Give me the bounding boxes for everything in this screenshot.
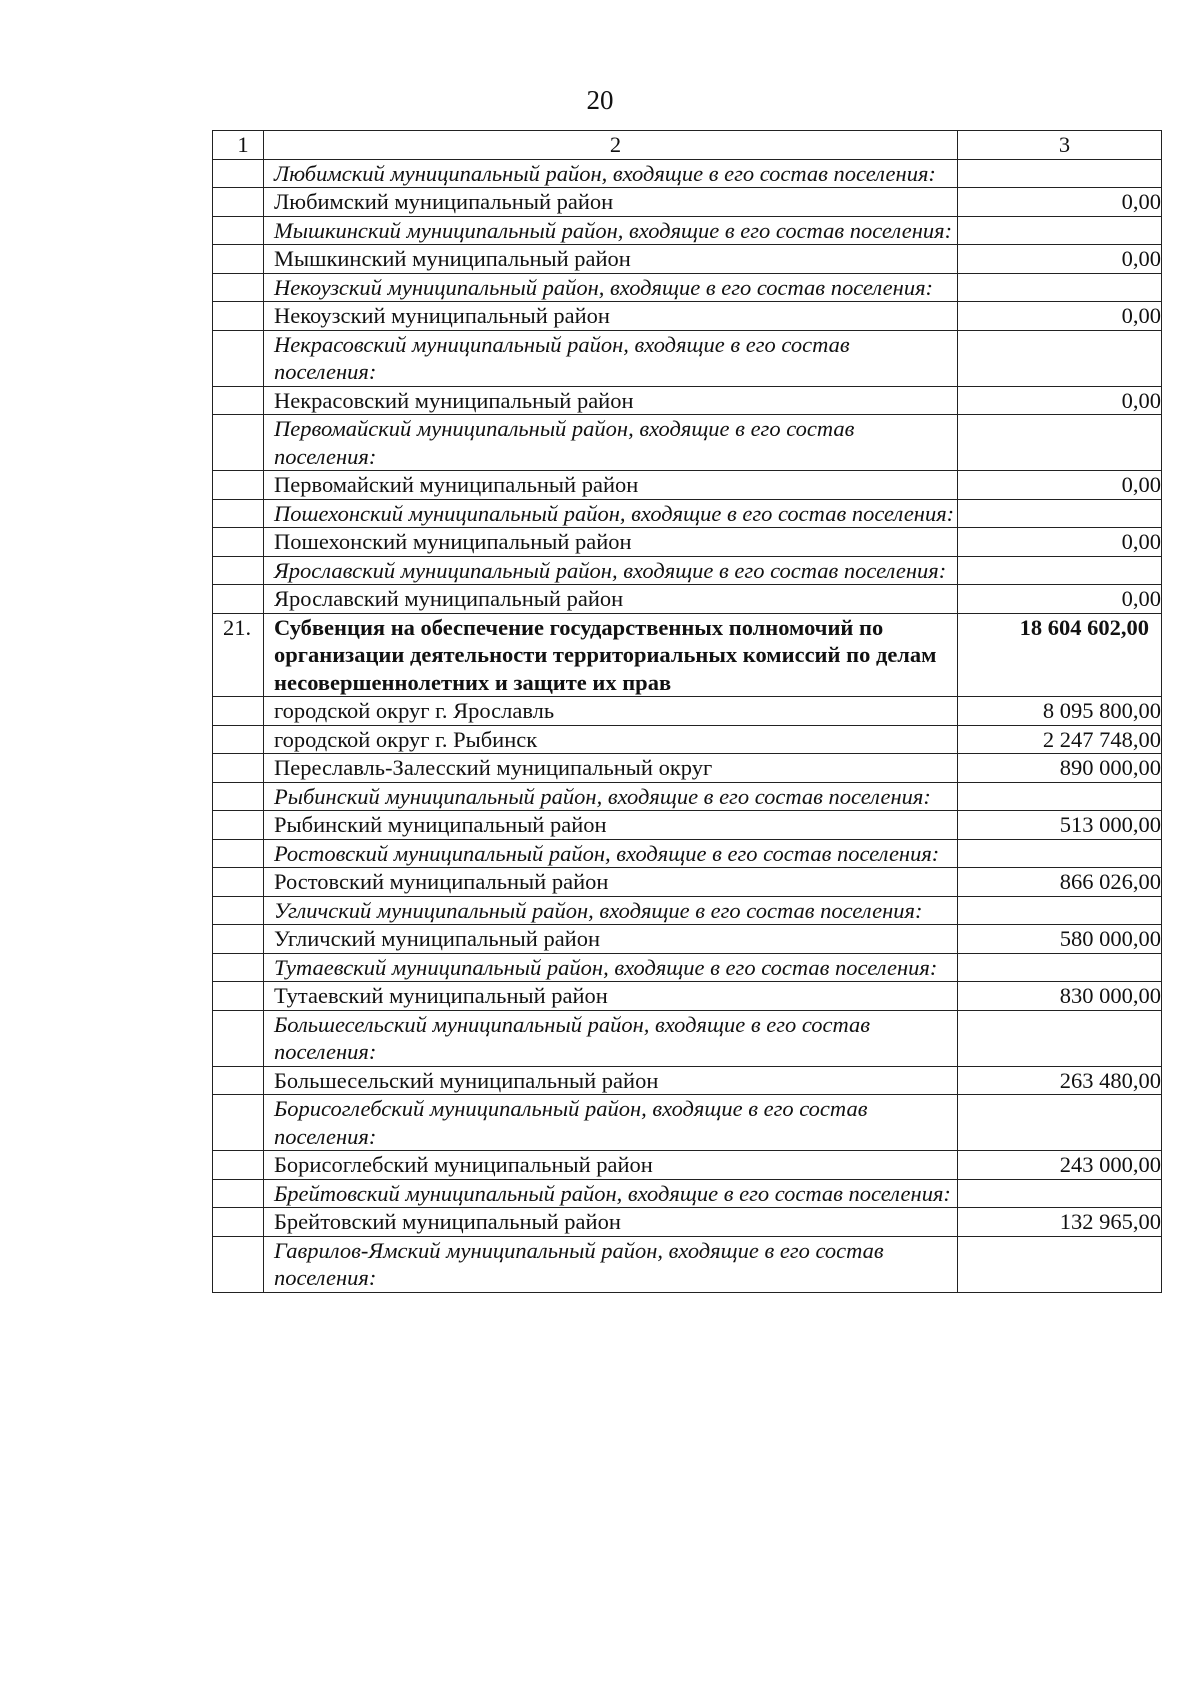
table-row [213,953,1162,982]
row-amount-cell: 830 000,00 [958,982,1162,1011]
table-row [213,386,1162,415]
table-row [213,499,1162,528]
section-title-row [213,613,1162,697]
table-row [213,245,1162,274]
row-name-cell: Некоузский муниципальный район, входящие в его состав поселения: [264,273,958,302]
row-number-cell [213,725,264,754]
table-row [213,782,1162,811]
row-amount-cell [958,839,1162,868]
section-title: Субвенция на обеспечение государственных полномочий по организации деятельности территориальных комиссий по делам несовершеннолетних и защите их прав [264,613,958,697]
row-amount-cell: 8 095 800,00 [958,697,1162,726]
row-amount-cell [958,953,1162,982]
row-name-cell: Пошехонский муниципальный район [264,528,958,557]
row-amount-cell [958,1179,1162,1208]
row-name-cell: Тутаевский муниципальный район, входящие в его состав поселения: [264,953,958,982]
row-amount-cell: 0,00 [958,188,1162,217]
row-number-cell [213,302,264,331]
row-number-cell [213,188,264,217]
row-number-cell [213,896,264,925]
row-amount-cell [958,896,1162,925]
row-number-cell [213,499,264,528]
table-row [213,1010,1162,1066]
table-row [213,868,1162,897]
row-number-cell [213,528,264,557]
row-amount-cell [958,273,1162,302]
row-amount-cell: 243 000,00 [958,1151,1162,1180]
row-number-cell [213,925,264,954]
table-row [213,1208,1162,1237]
row-name-cell: Некоузский муниципальный район [264,302,958,331]
table-row [213,188,1162,217]
row-number-cell [213,1010,264,1066]
table-row [213,754,1162,783]
row-name-cell: Мышкинский муниципальный район [264,245,958,274]
header-col-3: 3 [958,131,1162,160]
table-row [213,471,1162,500]
row-amount-cell: 0,00 [958,471,1162,500]
row-number-cell [213,1095,264,1151]
row-number-cell [213,839,264,868]
row-number-cell [213,1208,264,1237]
row-amount-cell: 263 480,00 [958,1066,1162,1095]
row-name-cell: Угличский муниципальный район [264,925,958,954]
row-amount-cell [958,159,1162,188]
table-row [213,330,1162,386]
row-number-cell [213,782,264,811]
table-row [213,302,1162,331]
page-number: 20 [586,85,614,115]
row-amount-cell [958,782,1162,811]
row-amount-cell: 866 026,00 [958,868,1162,897]
header-col-1: 1 [213,131,264,160]
row-name-cell: Пошехонский муниципальный район, входящие в его состав поселения: [264,499,958,528]
row-name-cell: Ростовский муниципальный район [264,868,958,897]
row-number-cell [213,471,264,500]
row-name-cell: Борисоглебский муниципальный район, входящие в его состав поселения: [264,1095,958,1151]
table-row [213,273,1162,302]
row-amount-cell [958,1095,1162,1151]
row-name-cell: Первомайский муниципальный район, входящие в его состав поселения: [264,415,958,471]
table-row [213,982,1162,1011]
header-col-2: 2 [264,131,958,160]
table-row [213,159,1162,188]
row-amount-cell: 0,00 [958,528,1162,557]
row-name-cell: Первомайский муниципальный район [264,471,958,500]
row-name-cell: Любимский муниципальный район, входящие в его состав поселения: [264,159,958,188]
row-number-cell [213,330,264,386]
row-name-cell: Брейтовский муниципальный район [264,1208,958,1237]
row-name-cell: городской округ г. Ярославль [264,697,958,726]
row-amount-cell: 0,00 [958,245,1162,274]
row-name-cell: Мышкинский муниципальный район, входящие в его состав поселения: [264,216,958,245]
table-row [213,811,1162,840]
row-number-cell [213,216,264,245]
row-name-cell: Рыбинский муниципальный район [264,811,958,840]
row-name-cell: Большесельский муниципальный район, входящие в его состав поселения: [264,1010,958,1066]
row-number-cell [213,868,264,897]
row-number-cell [213,754,264,783]
table-row [213,1236,1162,1292]
row-name-cell: Некрасовский муниципальный район [264,386,958,415]
row-number-cell [213,159,264,188]
row-amount-cell: 513 000,00 [958,811,1162,840]
row-number-cell [213,273,264,302]
row-amount-cell: 0,00 [958,585,1162,614]
row-number-cell [213,415,264,471]
table-row [213,415,1162,471]
table-row [213,697,1162,726]
row-amount-cell: 2 247 748,00 [958,725,1162,754]
row-name-cell: Ростовский муниципальный район, входящие в его состав поселения: [264,839,958,868]
row-number-cell [213,1066,264,1095]
section-number: 21. [213,613,264,697]
row-number-cell [213,245,264,274]
table-row [213,1179,1162,1208]
row-number-cell [213,585,264,614]
row-amount-cell [958,216,1162,245]
row-amount-cell: 0,00 [958,386,1162,415]
row-amount-cell: 0,00 [958,302,1162,331]
row-number-cell [213,697,264,726]
table-row [213,896,1162,925]
row-number-cell [213,1236,264,1292]
row-amount-cell [958,499,1162,528]
row-amount-cell [958,556,1162,585]
row-amount-cell [958,415,1162,471]
table-row [213,585,1162,614]
row-number-cell [213,811,264,840]
row-name-cell: Угличский муниципальный район, входящие в его состав поселения: [264,896,958,925]
row-name-cell: Рыбинский муниципальный район, входящие в его состав поселения: [264,782,958,811]
row-name-cell: Некрасовский муниципальный район, входящие в его состав поселения: [264,330,958,386]
row-number-cell [213,953,264,982]
row-name-cell: Любимский муниципальный район [264,188,958,217]
table-row [213,1095,1162,1151]
row-amount-cell: 580 000,00 [958,925,1162,954]
row-name-cell: Борисоглебский муниципальный район [264,1151,958,1180]
row-name-cell: Ярославский муниципальный район [264,585,958,614]
row-number-cell [213,1179,264,1208]
row-amount-cell [958,1010,1162,1066]
section-total: 18 604 602,00 [958,613,1162,697]
table-row [213,725,1162,754]
row-number-cell [213,982,264,1011]
row-name-cell: городской округ г. Рыбинск [264,725,958,754]
table-header-row [213,131,1162,160]
table-row [213,1066,1162,1095]
row-name-cell: Переславль-Залесский муниципальный округ [264,754,958,783]
table-row [213,1151,1162,1180]
table-row [213,216,1162,245]
row-amount-cell: 132 965,00 [958,1208,1162,1237]
table-row [213,925,1162,954]
row-number-cell [213,386,264,415]
row-name-cell: Тутаевский муниципальный район [264,982,958,1011]
row-name-cell: Гаврилов-Ямский муниципальный район, входящие в его состав поселения: [264,1236,958,1292]
row-amount-cell [958,1236,1162,1292]
row-amount-cell: 890 000,00 [958,754,1162,783]
row-name-cell: Большесельский муниципальный район [264,1066,958,1095]
row-number-cell [213,556,264,585]
row-number-cell [213,1151,264,1180]
row-amount-cell [958,330,1162,386]
table-row [213,556,1162,585]
table-row [213,839,1162,868]
row-name-cell: Брейтовский муниципальный район, входящие в его состав поселения: [264,1179,958,1208]
table-row [213,528,1162,557]
budget-table [212,130,1162,1293]
row-name-cell: Ярославский муниципальный район, входящие в его состав поселения: [264,556,958,585]
